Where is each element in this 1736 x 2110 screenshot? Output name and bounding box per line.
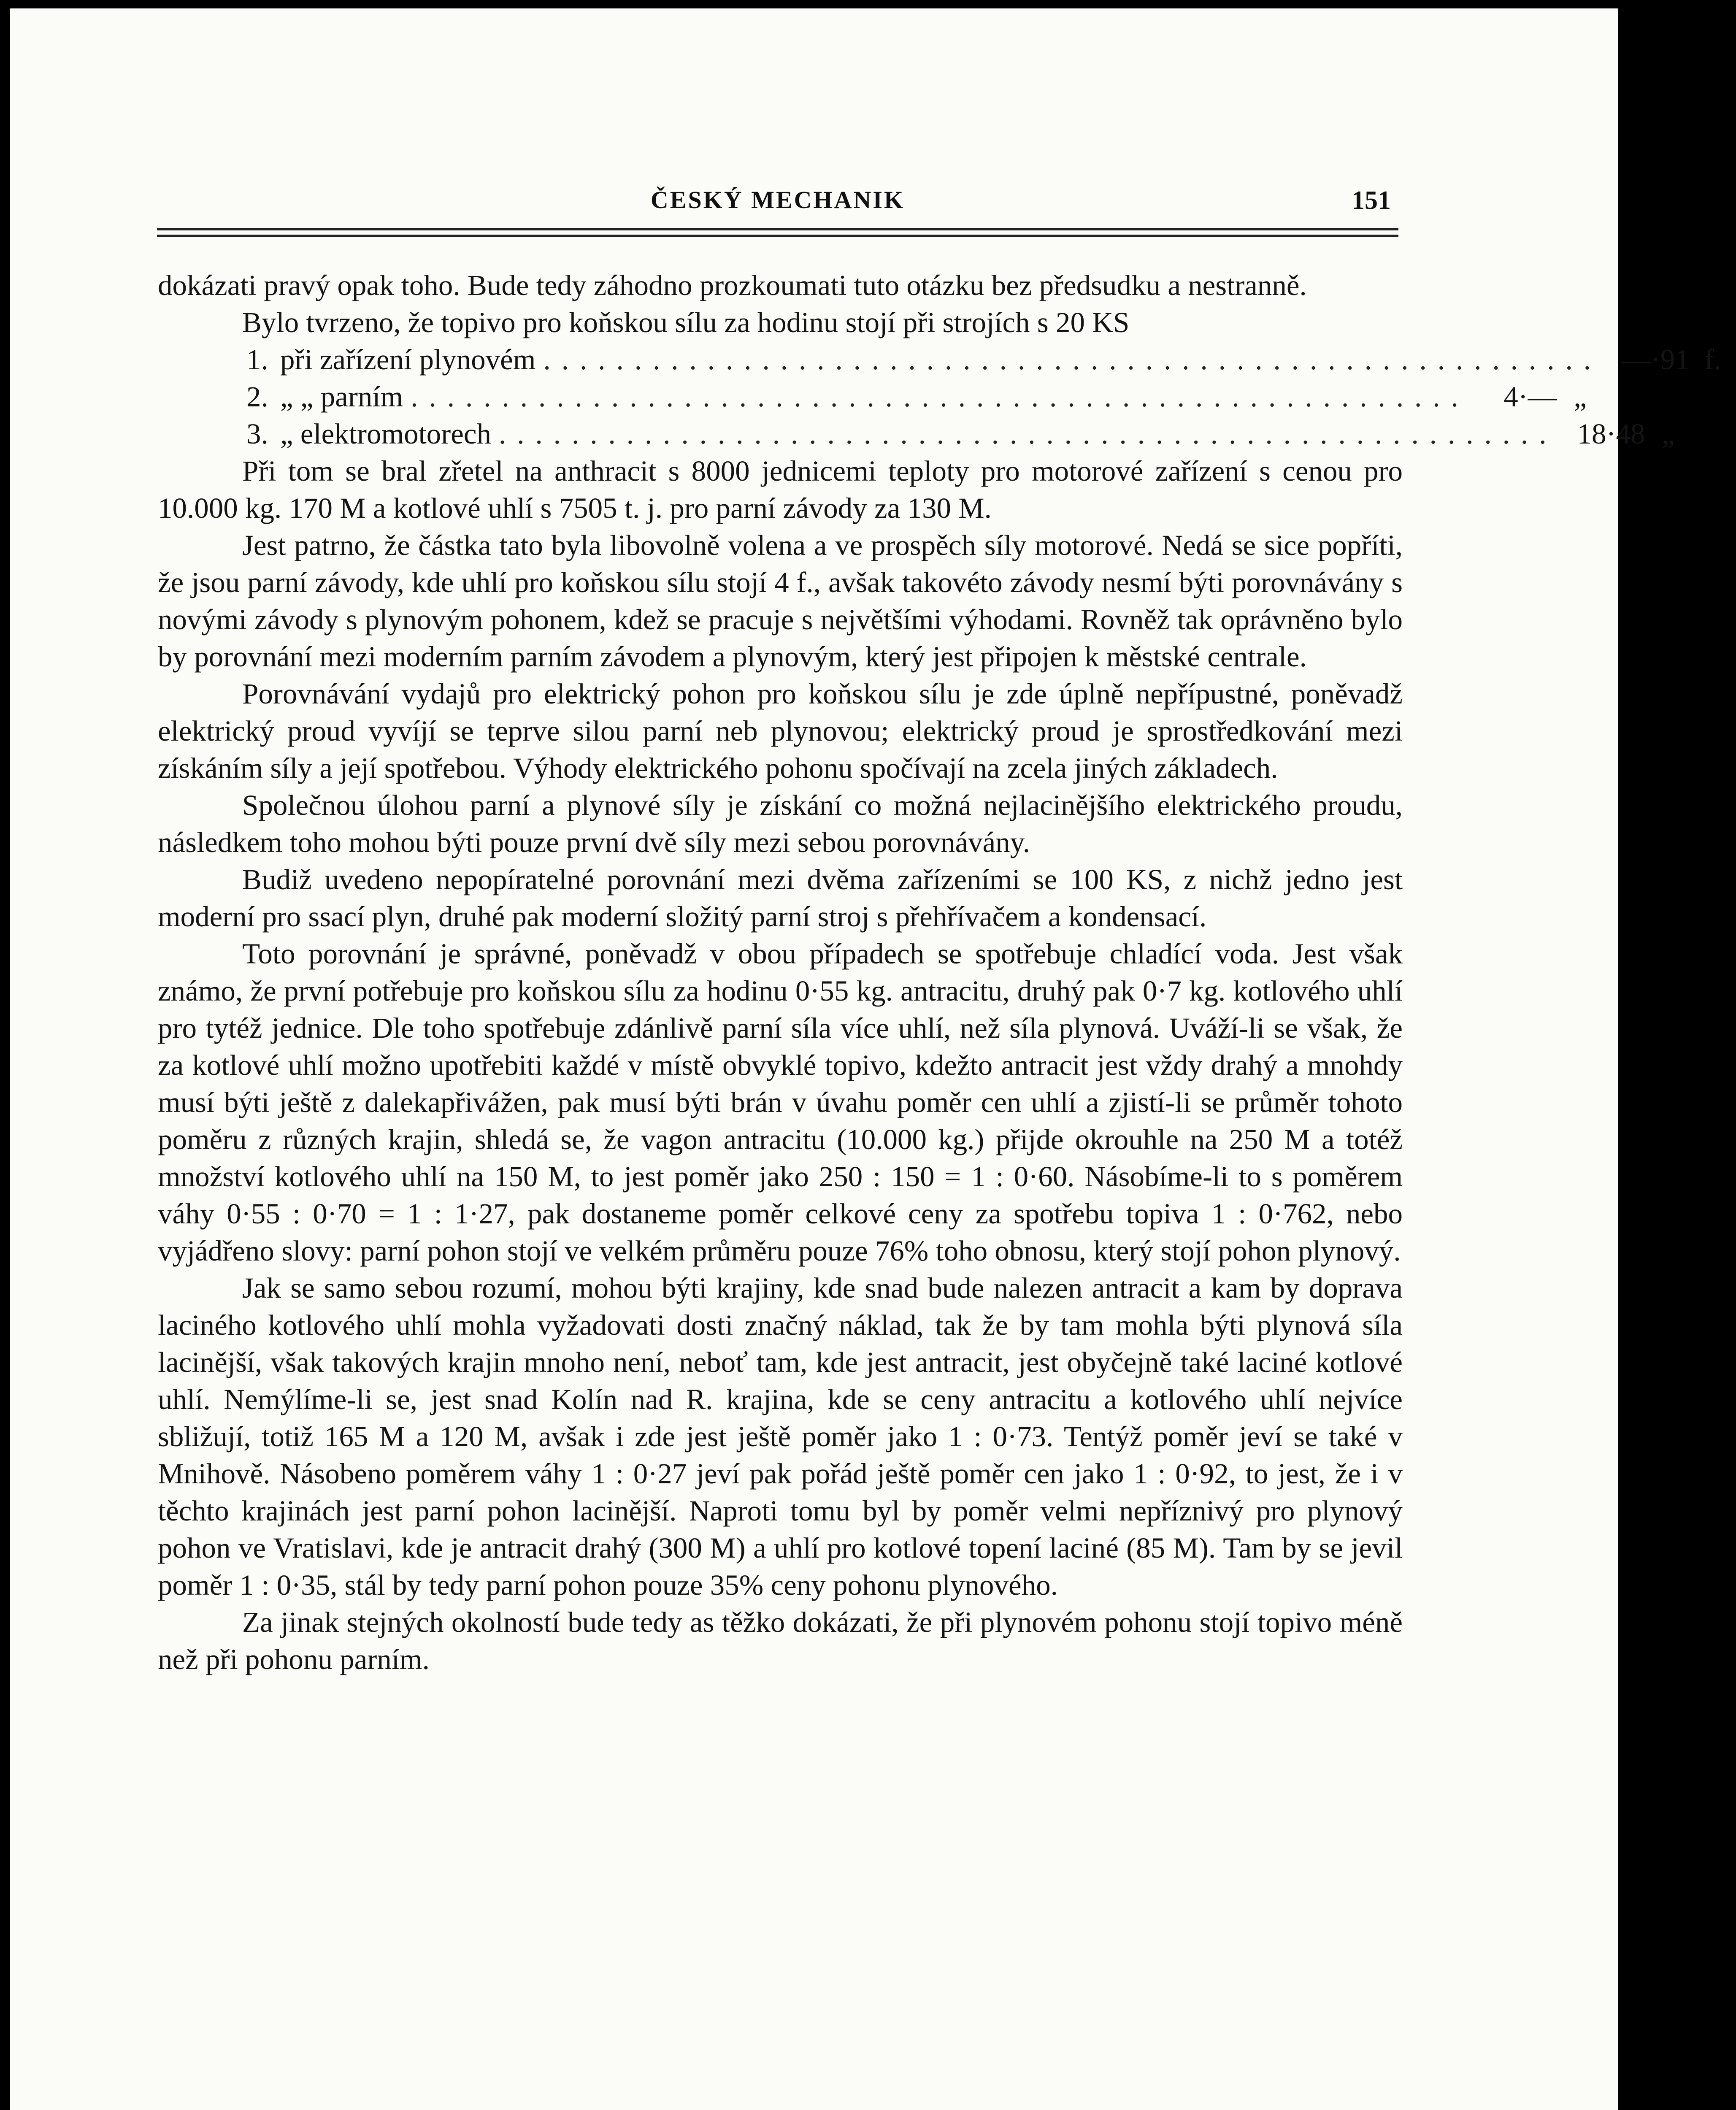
list-item-unit: „ <box>1574 381 1587 413</box>
list-item-number: 2. <box>246 381 268 413</box>
leader-dots: .......................................................... <box>499 418 1558 450</box>
list-item-value: 18·48 <box>1577 418 1645 450</box>
paragraph-6: Společnou úlohou parní a plynové síly je získání co možná nejlacinějšího elektrického proudu, následkem toho mohou býti pouze první dvě síly mezi sebou porovnávány. <box>158 789 1403 858</box>
body-text <box>158 267 1722 1678</box>
list-item <box>158 341 1722 378</box>
list-item-number: 1. <box>246 344 268 376</box>
paragraph-1: dokázati pravý opak toho. Bude tedy záhodno prozkoumati tuto otázku bez předsudku a nestranně. <box>158 269 1307 301</box>
header-rule-bottom <box>157 235 1398 237</box>
paragraph-7: Budiž uvedeno nepopíratelné porovnání mezi dvěma zařízeními se 100 KS, z nichž jedno jest moderní pro ssací plyn, druhé pak moderní složitý parní stroj s přehřívačem a kondensací. <box>158 863 1403 933</box>
list-item <box>158 415 1675 452</box>
page-number: 151 <box>1352 186 1391 215</box>
leader-dots: .......................................................... <box>543 344 1602 376</box>
cost-list <box>158 341 1722 452</box>
page-header <box>157 186 1398 236</box>
paragraph-5: Porovnávání vydajů pro elektrický pohon pro koňskou sílu je zde úplně nepřípustné, poněvadž elektrický proud vyvíjí se teprve silou parní neb plynovou; elektrický proud je sprostředkování mezi získáním síly a její spotřebou. Výhody elektrického pohonu spočívají na zcela jiných základech. <box>158 678 1403 784</box>
leader-dots: .......................................................... <box>411 381 1469 413</box>
page <box>10 8 1722 2110</box>
paragraph-3: Při tom se bral zřetel na anthracit s 8000 jednicemi teploty pro motorové zařízení s cenou pro 10.000 kg. 170 M a kotlové uhlí s 7505 t. j. pro parní závody za 130 M. <box>158 455 1403 524</box>
paragraph-2: Bylo tvrzeno, že topivo pro koňskou sílu za hodinu stojí při strojích s 20 KS <box>242 306 1130 338</box>
paragraph-10: Za jinak stejných okolností bude tedy as těžko dokázati, že při plynovém pohonu stojí topivo méně než při pohonu parním. <box>158 1606 1403 1675</box>
list-item-label: při zařízení plynovém <box>280 344 536 376</box>
list-item-value: 4·— <box>1503 381 1557 413</box>
running-title: ČESKÝ MECHANIK <box>650 186 905 214</box>
list-item <box>158 378 1587 415</box>
list-item-label: „ „ parním <box>280 381 403 413</box>
paragraph-9: Jak se samo sebou rozumí, mohou býti krajiny, kde snad bude nalezen antracit a kam by doprava laciného kotlového uhlí mohla vyžadovati dosti značný náklad, tak že by tam mohla býti plynová síla lacinější, však takových krajin mnoho není, neboť tam, kde jest antracit, jest obyčejně také laciné kotlové uhlí. Nemýlíme-li se, jest snad Kolín nad R. krajina, kde se ceny antracitu a kotlového uhlí nejvíce sbližují, totiž 165 M a 120 M, avšak i zde jest ještě poměr jako 1 : 0·73. Tentýž poměr jeví se také v Mnihově. Násobeno poměrem váhy 1 : 0·27 jeví pak pořád ještě poměr cen jako 1 : 0·92, to jest, že i v těchto krajinách jest parní pohon lacinější. Naproti tomu byl by poměr velmi nepříznivý pro plynový pohon ve Vratislavi, kde je antracit drahý (300 M) a uhlí pro kotlové topení laciné (85 M). Tam by se jevil poměr 1 : 0·35, stál by tedy parní pohon pouze 35% ceny pohonu plynového. <box>158 1272 1403 1601</box>
list-item-unit: f. <box>1704 344 1722 376</box>
list-item-value: —·91 <box>1621 344 1690 376</box>
list-item-number: 3. <box>246 418 268 450</box>
list-item-unit: „ <box>1662 418 1675 450</box>
header-rule-top <box>157 228 1398 230</box>
list-item-label: „ elektromotorech <box>280 418 492 450</box>
paragraph-4: Jest patrno, že částka tato byla libovolně volena a ve prospěch síly motorové. Nedá se sice popříti, že jsou parní závody, kde uhlí pro koňskou sílu stojí 4 f., avšak takovéto závody nesmí býti porovnávány s novými závody s plynovým pohonem, kdež se pracuje s největšími výhodami. Rovněž tak oprávněno bylo by porovnání mezi moderním parním závodem a plynovým, který jest připojen k městské centrale. <box>158 529 1403 673</box>
paragraph-8: Toto porovnání je správné, poněvadž v obou případech se spotřebuje chladící voda. Jest však známo, že první potřebuje pro koňskou sílu za hodinu 0·55 kg. antracitu, druhý pak 0·7 kg. kotlového uhlí pro tytéž jednice. Dle toho spotřebuje zdánlivě parní síla více uhlí, než síla plynová. Uváží-li se však, že za kotlové uhlí možno upotřebiti každé v místě obvyklé topivo, kdežto antracit jest vždy drahý a mnohdy musí býti ještě z dalekapřivážen, pak musí býti brán v úvahu poměr cen uhlí a zjistí-li se průměr tohoto poměru z různých krajin, shledá se, že vagon antracitu (10.000 kg.) přijde okrouhle na 250 M a totéž množství kotlového uhlí na 150 M, to jest poměr jako 250 : 150 = 1 : 0·60. Násobíme-li to s poměrem váhy 0·55 : 0·70 = 1 : 1·27, pak dostaneme poměr celkové ceny za spotřebu topiva 1 : 0·762, nebo vyjádřeno slovy: parní pohon stojí ve velkém průměru pouze 76% toho obnosu, který stojí pohon plynový. <box>158 938 1403 1267</box>
